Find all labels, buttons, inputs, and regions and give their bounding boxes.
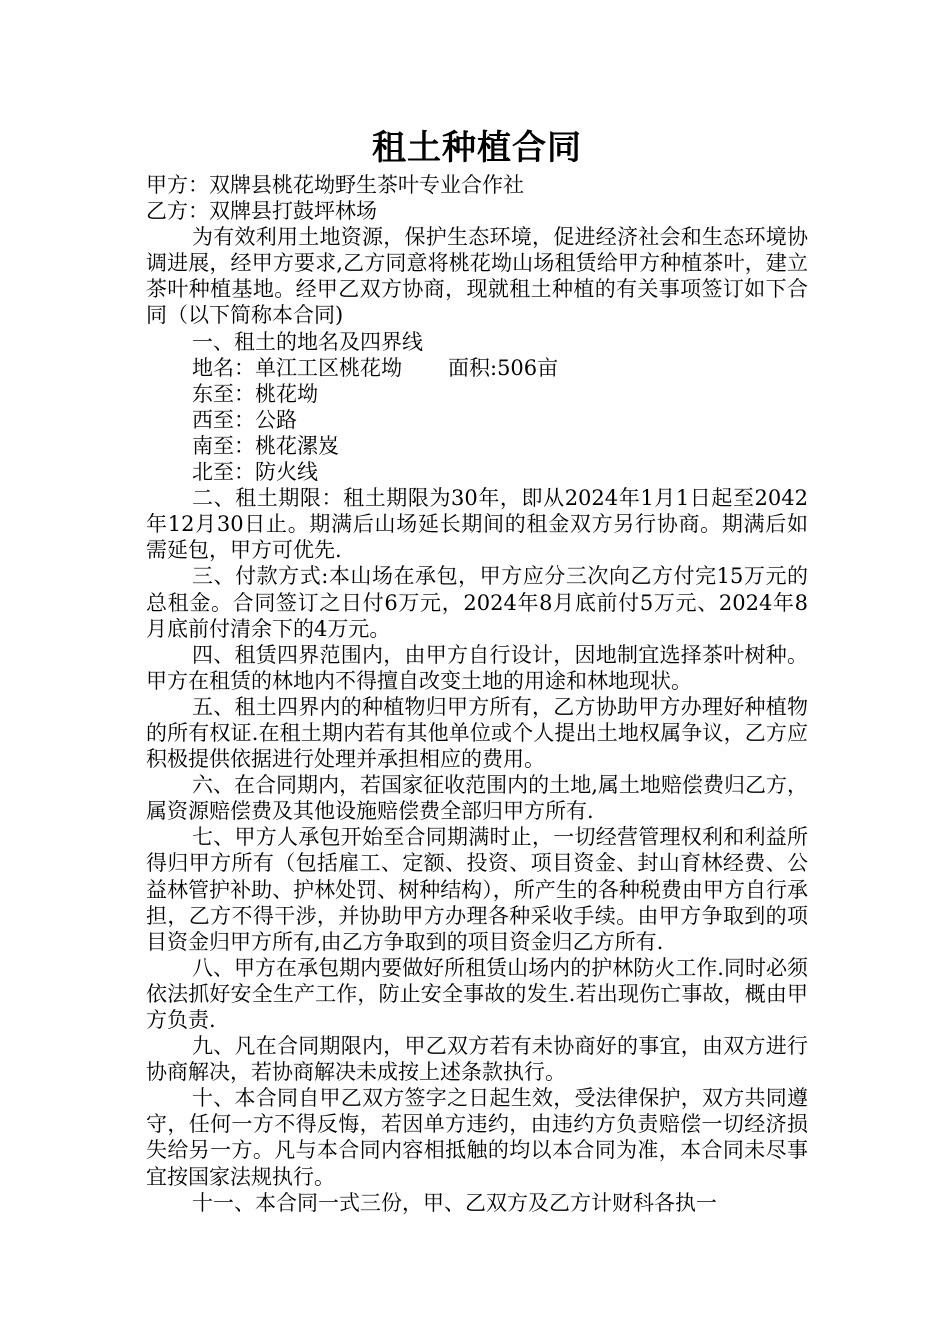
- clause-negotiation: 九、凡在合同期限内，甲乙双方若有未协商好的事宜，由双方进行协商解决，若协商解决未成按上述条款执行。: [146, 1034, 808, 1085]
- clause-effect: 十、本合同自甲乙双方签字之日起生效，受法律保护，双方共同遵守，任何一方不得反悔，若因单方违约，由违约方负责赔偿一切经济损失给另一方。凡与本合同内容相抵触的均以本合同为准，本合同未尽事宜按国家法规执行。: [146, 1086, 808, 1189]
- clause-design: 四、租赁四界范围内，由甲方自行设计，因地制宜选择茶叶树种。甲方在租赁的林地内不得擅自改变土地的用途和林地现状。: [146, 642, 808, 693]
- location-line: [146, 355, 808, 381]
- party-a: 甲方：双牌县桃花坳野生茶叶专业合作社: [146, 173, 524, 197]
- clause-term: 二、租土期限：租土期限为30年，即从2024年1月1日起至2042年12月30日止。期满后山场延长期间的租金双方另行协商。期满后如需延包，甲方可优先.: [146, 486, 808, 563]
- document-title: 租土种植合同: [372, 128, 582, 168]
- clause-management: 七、甲方人承包开始至合同期满时止，一切经营管理权利和利益所得归甲方所有（包括雇工、定额、投资、项目资金、封山育林经费、公益林管护补助、护林处罚、树种结构），所产生的各种税费由甲方自行承担，乙方不得干涉，并协助甲方办理各种采收手续。由甲方争取到的项目资金归甲方所有,由乙方争取到的项目资金归乙方所有.: [146, 825, 808, 954]
- clause-copies: 十一、本合同一式三份，甲、乙双方及乙方计财科各执一: [192, 1190, 717, 1215]
- section1-heading: 一、租土的地名及四界线: [192, 329, 423, 354]
- clause-ownership: 五、租土四界内的种植物归甲方所有，乙方协助甲方办理好种植物的所有权证.在租土期内若有其他单位或个人提出土地权属争议，乙方应积极提供依据进行处理并承担相应的费用。: [146, 694, 808, 772]
- land-area: 面积:506亩: [448, 355, 559, 380]
- party-b: 乙方：双牌县打鼓坪林场: [146, 199, 377, 224]
- clause-fire-safety: 八、甲方在承包期内要做好所租赁山场内的护林防火工作.同时必须依法抓好安全生产工作，防止安全事故的发生.若出现伤亡事故，概由甲方负责.: [146, 955, 808, 1032]
- clause-compensation: 六、在合同期内，若国家征收范围内的土地,属土地赔偿费归乙方，属资源赔偿费及其他设施赔偿费全部归甲方所有.: [146, 773, 808, 824]
- contract-page: [146, 128, 808, 1216]
- location-name: 地名：单江工区桃花坳: [192, 355, 402, 380]
- intro-paragraph: 为有效利用土地资源，保护生态环境，促进经济社会和生态环境协调进展，经甲方要求,乙方同意将桃花坳山场租赁给甲方种植茶叶，建立茶叶种植基地。经甲乙双方协商，现就租土种植的有关事项签订如下合同（以下简称本合同): [146, 225, 808, 328]
- boundary-north: 北至：防火线: [192, 460, 318, 485]
- boundary-south: 南至：桃花漯岌: [192, 433, 339, 458]
- boundary-east: 东至：桃花坳: [192, 381, 318, 406]
- clause-payment: 三、付款方式:本山场在承包，甲方应分三次向乙方付完15万元的总租金。合同签订之日付6万元，2024年8月底前付5万元、2024年8月底前付清余下的4万元。: [146, 564, 808, 641]
- boundary-west: 西至：公路: [192, 407, 297, 432]
